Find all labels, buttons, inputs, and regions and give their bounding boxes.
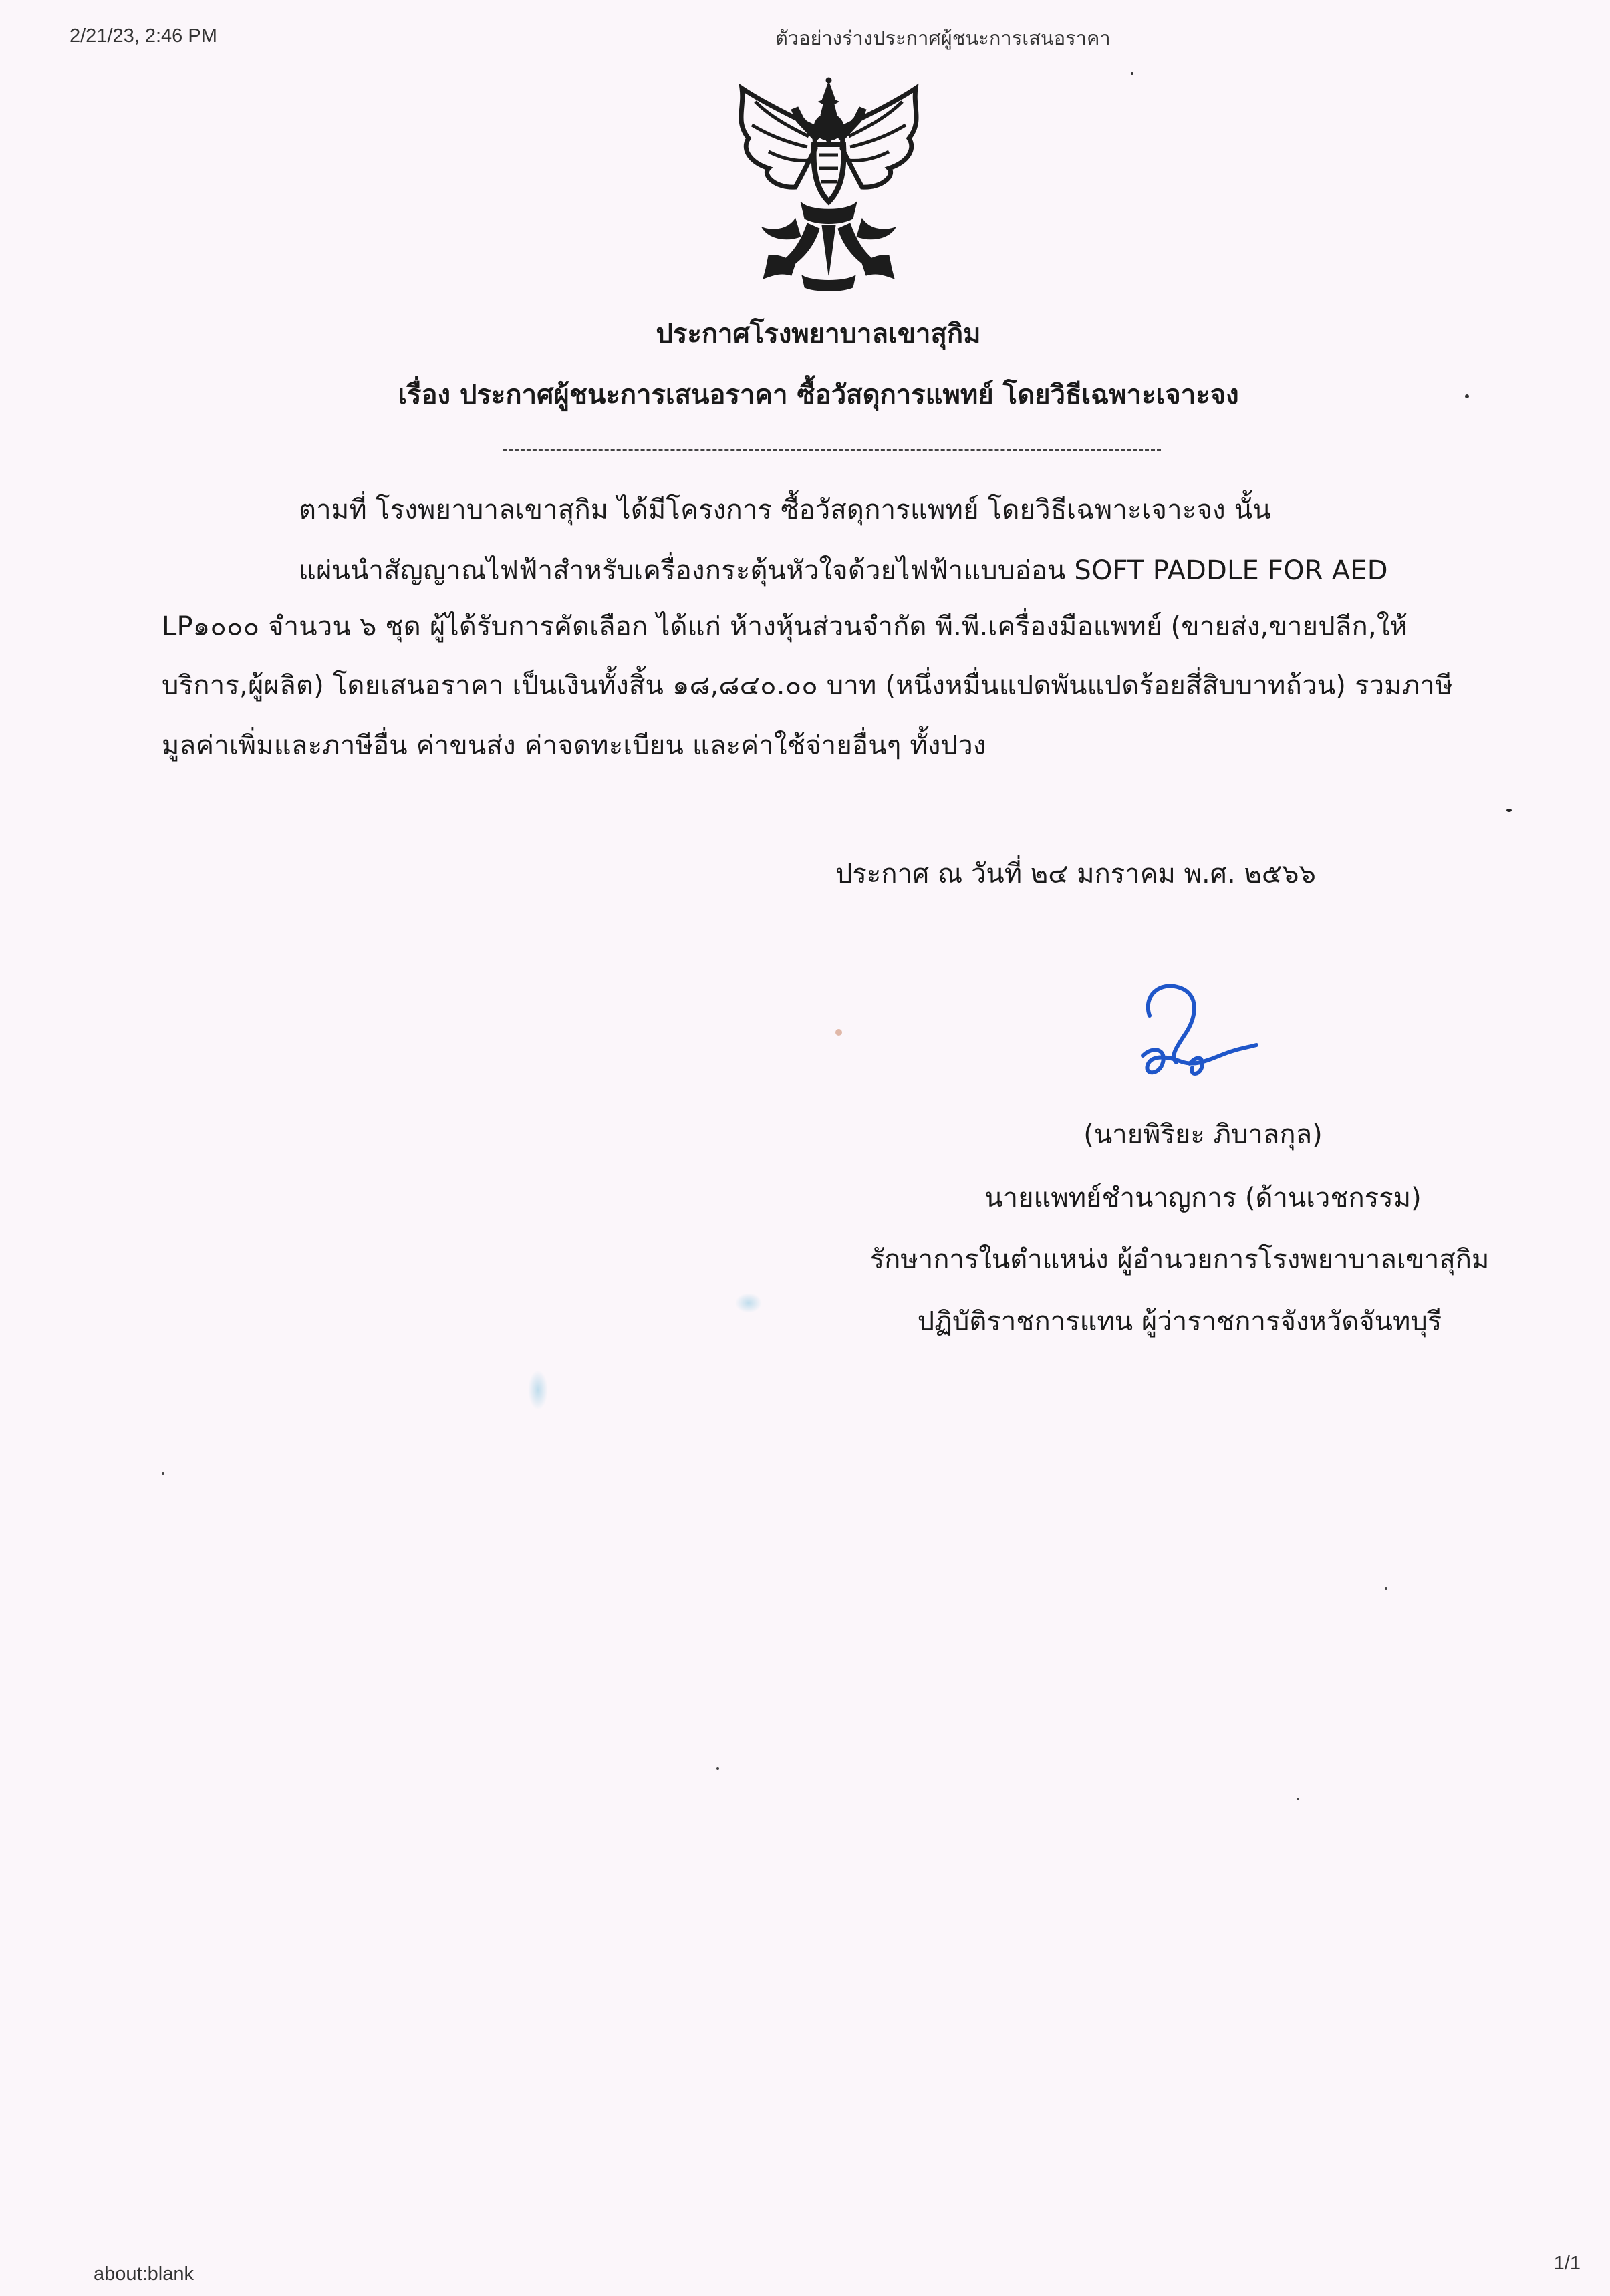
signatory-name: (นายพิริยะ ภิบาลกุล): [1083, 1119, 1323, 1150]
body-line: LP๑๐๐๐ จำนวน ๖ ชุด ผู้ได้รับการคัดเลือก ได้แก่ ห้างหุ้นส่วนจำกัด พี.พี.เครื่องมือแพทย์ (ขายส่ง,ขายปลีก,ให้: [162, 611, 1408, 642]
scan-speck: [1297, 1798, 1299, 1800]
scan-speck: [716, 1767, 719, 1770]
scan-speck: [162, 1472, 164, 1475]
scan-speck: [1506, 809, 1512, 812]
announcement-subject: เรื่อง ประกาศผู้ชนะการเสนอราคา ซื้อวัสดุการแพทย์ โดยวิธีเฉพาะเจาะจง: [398, 380, 1239, 410]
handwritten-signature: [1123, 976, 1270, 1089]
body-line: บริการ,ผู้ผลิต) โดยเสนอราคา เป็นเงินทั้งสิ้น ๑๘,๘๔๐.๐๐ บาท (หนึ่งหมื่นแปดพันแปดร้อยสี่สิบบาทถ้วน) รวมภาษี: [162, 670, 1453, 701]
scan-speck: [1131, 72, 1133, 75]
announcement-date: ประกาศ ณ วันที่ ๒๔ มกราคม พ.ศ. ๒๕๖๖: [835, 859, 1316, 889]
signatory-governor-delegation: ปฏิบัติราชการแทน ผู้ว่าราชการจังหวัดจันทบุรี: [917, 1306, 1442, 1337]
scan-speck: [1385, 1587, 1387, 1590]
ink-smudge: [528, 1370, 548, 1410]
garuda-emblem-icon: [722, 75, 936, 295]
body-line: มูลค่าเพิ่มและภาษีอื่น ค่าขนส่ง ค่าจดทะเบียน และค่าใช้จ่ายอื่นๆ ทั้งปวง: [162, 730, 986, 761]
scan-speck: [1465, 394, 1469, 398]
ink-smudge: [735, 1293, 762, 1313]
announcement-title: ประกาศโรงพยาบาลเขาสุกิม: [656, 319, 981, 349]
body-line: แผ่นนำสัญญาณไฟฟ้าสำหรับเครื่องกระตุ้นหัวใจด้วยไฟฟ้าแบบอ่อน SOFT PADDLE FOR AED: [299, 555, 1388, 586]
body-line: ตามที่ โรงพยาบาลเขาสุกิม ได้มีโครงการ ซื้อวัสดุการแพทย์ โดยวิธีเฉพาะเจาะจง นั้น: [299, 494, 1271, 525]
print-url: about:blank: [94, 2263, 194, 2285]
scan-speck: [835, 1029, 842, 1036]
print-timestamp: 2/21/23, 2:46 PM: [70, 25, 217, 47]
signatory-acting-position: รักษาการในตำแหน่ง ผู้อำนวยการโรงพยาบาลเขาสุกิม: [869, 1244, 1490, 1275]
print-page-number: 1/1: [1553, 2253, 1581, 2274]
signatory-position: นายแพทย์ชำนาญการ (ด้านเวชกรรม): [984, 1183, 1422, 1213]
separator-line: [503, 449, 1161, 451]
print-document-title: ตัวอย่างร่างประกาศผู้ชนะการเสนอราคา: [775, 28, 1111, 49]
